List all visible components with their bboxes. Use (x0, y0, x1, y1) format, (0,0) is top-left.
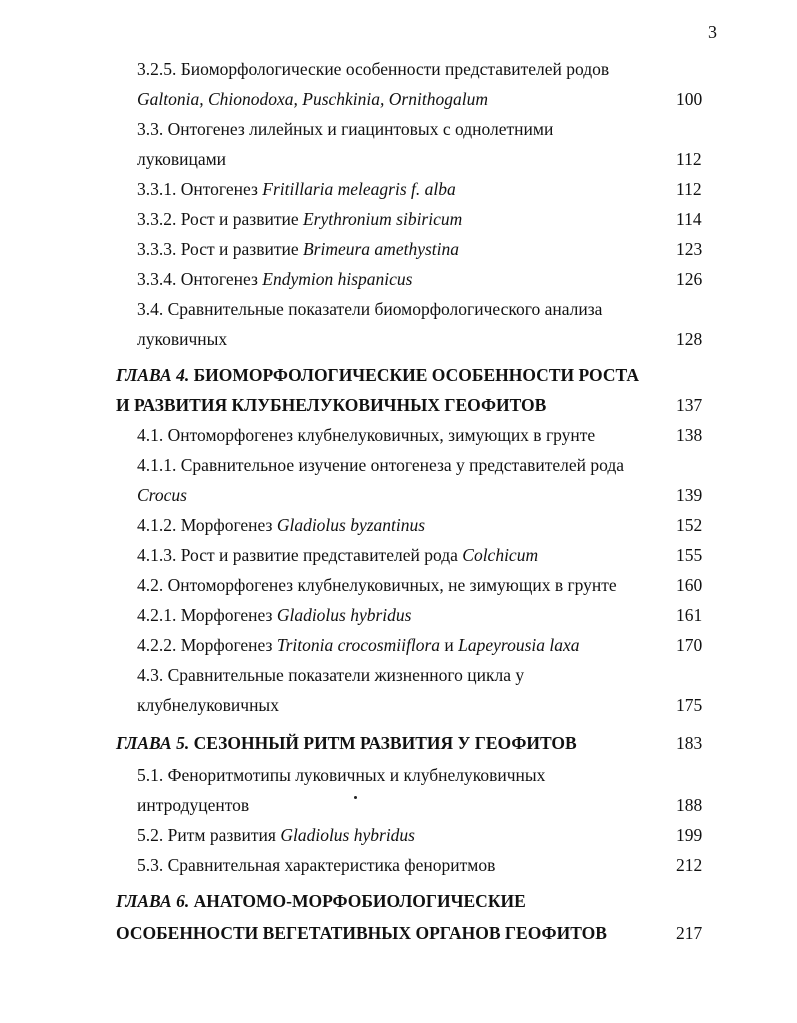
chapter-heading (116, 890, 526, 912)
chapter-heading (116, 922, 607, 944)
toc-page: 126 (676, 269, 703, 289)
toc-page: 217 (676, 923, 703, 943)
toc-page: 139 (676, 485, 703, 505)
toc-entry (137, 454, 624, 476)
toc-entry (137, 118, 553, 140)
toc-entry (137, 148, 226, 170)
toc-entry (137, 634, 580, 656)
chapter-label: ГЛАВА 5. (116, 733, 190, 753)
toc-entry-text: 4.2.1. Морфогенез (137, 605, 277, 625)
scan-speck (354, 796, 357, 799)
chapter-title: АНАТОМО-МОРФОБИОЛОГИЧЕСКИЕ (189, 891, 526, 911)
toc-entry (137, 664, 524, 686)
toc-page: 175 (676, 695, 703, 715)
toc-page: 188 (676, 795, 703, 815)
toc-entry-text: луковицами (137, 149, 227, 169)
chapter-title: БИОМОРФОЛОГИЧЕСКИЕ ОСОБЕННОСТИ РОСТА (189, 365, 639, 385)
toc-page: 212 (676, 855, 703, 875)
toc-entry-text: 3.3. Онтогенез лилейных и гиацинтовых с однолетними (137, 119, 554, 139)
toc-entry (137, 178, 456, 200)
toc-entry-text: 4.1.2. Морфогенез (137, 515, 277, 535)
toc-entry (137, 328, 227, 350)
page-number: 3 (708, 22, 717, 42)
toc-page: 123 (676, 239, 703, 259)
toc-page: 112 (676, 149, 702, 169)
toc-entry (137, 58, 609, 80)
toc-entry-text: и (440, 635, 459, 655)
toc-entry-italic: Fritillaria meleagris f. alba (262, 179, 456, 199)
toc-entry-text: 4.3. Сравнительные показатели жизненного цикла у (137, 665, 525, 685)
toc-entry (137, 88, 488, 110)
toc-page: 114 (676, 209, 702, 229)
toc-entry-text: 3.2.5. Биоморфологические особенности представителей родов (137, 59, 610, 79)
toc-entry (137, 424, 595, 446)
toc-entry (137, 854, 495, 876)
toc-entry-italic: Tritonia crocosmiiflora (276, 635, 441, 655)
toc-entry (137, 694, 279, 716)
toc-page: 112 (676, 179, 702, 199)
toc-entry-italic: Gladiolus hybridus (276, 605, 412, 625)
toc-entry-text: 4.2.2. Морфогенез (137, 635, 277, 655)
chapter-label: ГЛАВА 6. (116, 891, 190, 911)
toc-entry (137, 574, 617, 596)
toc-entry (137, 544, 538, 566)
toc-page: 170 (676, 635, 703, 655)
toc-page: 161 (676, 605, 703, 625)
toc-page: 137 (676, 395, 703, 415)
toc-entry-italic: Lapeyrousia laxa (458, 635, 580, 655)
toc-entry (137, 764, 545, 786)
toc-entry (137, 604, 411, 626)
toc-entry-italic: Colchicum (462, 545, 539, 565)
toc-entry-text: луковичных (137, 329, 228, 349)
toc-entry-text: 4.1.1. Сравнительное изучение онтогенеза у представителей рода (137, 455, 625, 475)
toc-entry (137, 484, 187, 506)
toc-page: 100 (676, 89, 703, 109)
chapter-title: И РАЗВИТИЯ КЛУБНЕЛУКОВИЧНЫХ ГЕОФИТОВ (116, 395, 547, 415)
toc-entry (137, 238, 459, 260)
toc-entry (137, 794, 249, 816)
toc-entry-italic: Brimeura amethystina (302, 239, 460, 259)
toc-entry-text: 5.3. Сравнительная характеристика феноритмов (137, 855, 496, 875)
toc-entry-text: интродуцентов (137, 795, 250, 815)
chapter-heading (116, 394, 546, 416)
toc-entry-italic: Gladiolus byzantinus (276, 515, 426, 535)
toc-entry-text: 5.1. Феноритмотипы луковичных и клубнелуковичных (137, 765, 546, 785)
toc-page: 160 (676, 575, 703, 595)
toc-entry-text: 4.1. Онтоморфогенез клубнелуковичных, зимующих в грунте (137, 425, 596, 445)
toc-entry-text: 3.4. Сравнительные показатели биоморфологического анализа (137, 299, 603, 319)
toc-entry (137, 208, 462, 230)
toc-entry-text: 3.3.4. Онтогенез (137, 269, 263, 289)
toc-entry (137, 514, 425, 536)
chapter-label: ГЛАВА 4. (116, 365, 190, 385)
toc-entry-italic: Erythronium sibiricum (302, 209, 463, 229)
toc-entry (137, 824, 415, 846)
toc-entry-text: 4.2. Онтоморфогенез клубнелуковичных, не зимующих в грунте (137, 575, 617, 595)
toc-page: 138 (676, 425, 703, 445)
toc-entry-text: 3.3.3. Рост и развитие (137, 239, 303, 259)
toc-entry (137, 298, 602, 320)
toc-entry-italic: Endymion hispanicus (262, 269, 413, 289)
toc-entry-text: 3.3.1. Онтогенез (137, 179, 263, 199)
toc-page: 152 (676, 515, 703, 535)
toc-page: 155 (676, 545, 703, 565)
chapter-title: ОСОБЕННОСТИ ВЕГЕТАТИВНЫХ ОРГАНОВ ГЕОФИТОВ (116, 923, 607, 943)
toc-page: 128 (676, 329, 703, 349)
chapter-heading (116, 364, 639, 386)
chapter-title: СЕЗОННЫЙ РИТМ РАЗВИТИЯ У ГЕОФИТОВ (189, 733, 577, 753)
chapter-heading (116, 732, 577, 754)
toc-entry-text: 3.3.2. Рост и развитие (137, 209, 303, 229)
toc-page: 199 (676, 825, 703, 845)
toc-entry (137, 268, 412, 290)
toc-page: 183 (676, 733, 703, 753)
toc-entry-italic: Crocus (137, 485, 187, 505)
toc-entry-italic: Gladiolus hybridus (280, 825, 415, 845)
toc-entry-text: клубнелуковичных (137, 695, 279, 715)
toc-entry-italic: Galtonia, Chionodoxa, Puschkinia, Ornithogalum (137, 89, 488, 109)
toc-entry-text: 4.1.3. Рост и развитие представителей рода (137, 545, 463, 565)
toc-entry-text: 5.2. Ритм развития (137, 825, 281, 845)
